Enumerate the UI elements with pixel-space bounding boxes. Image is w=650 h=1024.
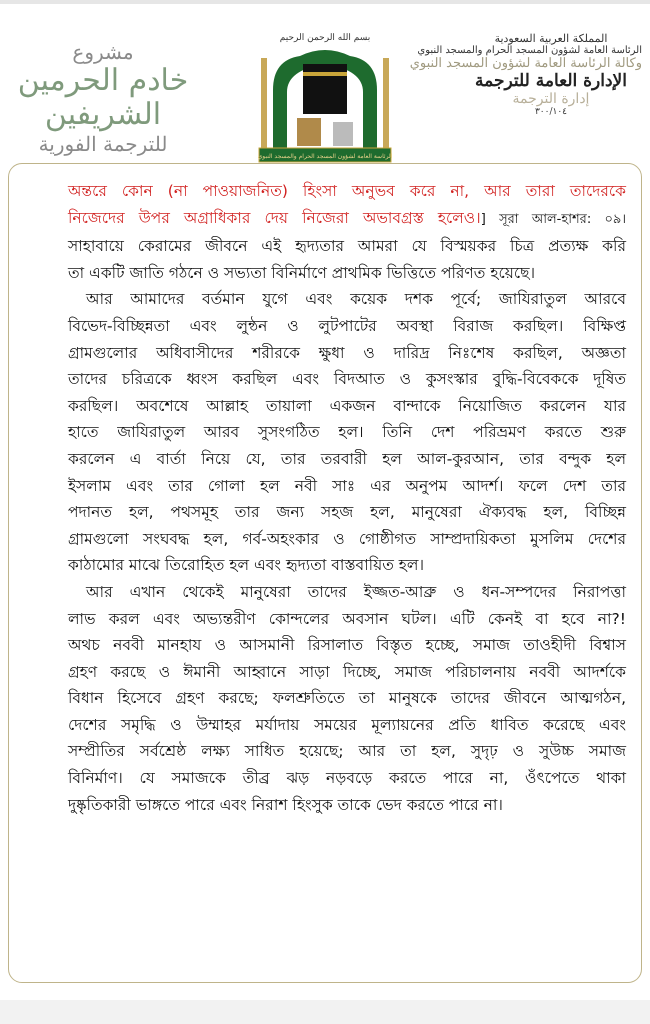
text-line: ইসলাম এবং তার গোলা হল নবী সাঃ এর অনুপম আদর্শ। ফলে দেশ তার: [68, 476, 626, 495]
logo-right-line2: الرئاسة العامة لشؤون المسجد الحرام والمسجد النبوي: [417, 45, 642, 56]
text-line: লাভ করল এবং অভ্যন্তরীণ কোন্দলের অবসান ঘটল। এটি কেনই বা হবে না?!: [68, 609, 626, 628]
bottom-bar: [0, 1000, 650, 1024]
text-line: দেশের সমৃদ্ধি ও উম্মাহর মর্যাদায় সময়ের মূল্যায়নের প্রতি ধাবিত করেছে এবং: [68, 715, 626, 734]
text-line: বিধান হিসেবে গ্রহণ করছে; ফলশ্রুতিতে তা মানুষকে তাদের জীবনে আত্মগঠন,: [68, 689, 626, 708]
text-line: আর এখান থেকেই মানুষেরা তাদের ইজ্জত-আব্রু ও ধন-সম্পদের নিরাপত্তা: [86, 582, 626, 601]
logo-left-line2: خادم الحرمين الشريفين: [17, 63, 189, 132]
text-line: তাদের চরিত্রকে ধ্বংস করছিল এবং বিদআত ও কুসংস্কার বুদ্ধি-বিবেককে দূষিত: [68, 370, 626, 389]
text-line: আর আমাদের বর্তমান যুগে এবং কয়েক দশক পূর্বে; জাযিরাতুল আরবে: [86, 290, 626, 309]
presidency-emblem-logo: [255, 30, 395, 165]
text-line: বিনির্মাণ। যে সমাজকে তীব্র ঝড় নড়বড়ে করতে পারে না, ওঁৎপেতে থাকা: [68, 769, 626, 788]
logo-left-line1: مشروع: [72, 40, 134, 64]
logo-left-line3: للترجمة الفورية: [38, 132, 168, 156]
text-line: করছিল। অবশেষে আল্লাহ তায়ালা একজন বান্দাকে নিয়োজিত করলেন যার: [68, 396, 626, 415]
document-code: ٣٠٠/١٠٤: [534, 107, 568, 117]
document-body: [68, 178, 626, 818]
svg-text:الرئاسة العامة لشؤون المسجد ال: الرئاسة العامة لشؤون المسجد الحرام والمسجد النبوي: [257, 153, 393, 160]
translation-department-logo: [409, 32, 642, 167]
khadim-haramain-translation-logo: [8, 40, 198, 156]
text-line: অথচ নববী মানহায ও আসমানী রিসালাত বিস্তৃত হচ্ছে, সমাজ তাওহীদী বিশ্বাস: [68, 636, 626, 655]
text-line: পদানত হল, পথসমূহ তার জন্য সহজ হল, মানুষেরা ঐক্যবদ্ধ হল, বিচ্ছিন্ন: [68, 503, 626, 522]
kaaba-emblem-icon: [255, 30, 395, 165]
text-line: গ্রামগুলো সংঘবদ্ধ হল, গর্ব-অহংকার ও গোষ্ঠীগত সাম্প্রদায়িকতা মুসলিম দেশের: [68, 529, 626, 548]
text-line: সাহাবায়ে কেরামের জীবনে এই হৃদ্যতার আমরা যে বিস্ময়কর চিত্র প্রত্যক্ষ করি: [68, 237, 626, 256]
logo-right-line3: وكالة الرئاسة العامة لشؤون المسجد النبوي: [409, 56, 642, 71]
text-line: গ্রামগুলোর অধিবাসীদের শরীরকে ক্ষুধা ও দারিদ্র নিঃশেষ করছিল, অজ্ঞতা: [68, 343, 626, 362]
logo-right-line5: إدارة الترجمة: [512, 91, 590, 107]
text-line: কাঠামোর মাঝে তিরোহিত হল এবং হৃদ্যতা বাস্তবায়িত হল।: [68, 556, 424, 575]
text-line: তা একটি জাতি গঠনে ও সভ্যতা বিনির্মাণে প্রাথমিক ভিত্তিতে পরিণত হয়েছে।: [68, 263, 536, 282]
quote-line: নিজেদের উপর অগ্রাধিকার দেয় নিজেরা অভাবগ্রস্ত হলেও।: [68, 208, 481, 227]
logo-right-line4: الإدارة العامة للترجمة: [475, 71, 627, 91]
svg-text:بسم الله الرحمن الرحيم: بسم الله الرحمن الرحيم: [279, 33, 371, 43]
text-line: গ্রহণ করছে ও ঈমানী আহ্বানে সাড়া দিচ্ছে, সমাজ পরিচালনায় নববী আদর্শকে: [68, 662, 626, 681]
quote-reference: ] সূরা আল-হাশর: ০৯।: [480, 211, 626, 227]
top-bar: [0, 0, 650, 4]
page-header: [0, 10, 650, 160]
text-line: হাতে জাযিরাতুল আরব সুসংগঠিত হল। তিনি দেশ পরিভ্রমণ করতে শুরু: [68, 423, 626, 442]
quote-line-with-reference: [68, 205, 626, 234]
text-line: দুষ্কৃতিকারী ভাঙ্গতে পারে এবং নিরাশ হিংসুক তাকে ভেদ করতে পারে না।: [68, 795, 503, 814]
text-line: সম্প্রীতির সর্বশ্রেষ্ঠ লক্ষ্য সাধিত হয়েছে; আর তা হল, সুদৃঢ় ও সুউচ্চ সমাজ: [68, 742, 626, 761]
quote-line: অন্তরে কোন (না পাওয়াজনিত) হিংসা অনুভব করে না, আর তারা তাদেরকে: [68, 182, 626, 200]
text-line: করলেন এ বার্তা নিয়ে যে, তার তরবারী হল আল-কুরআন, তার বন্দুক হল: [68, 449, 626, 468]
logo-right-line1: المملكة العربية السعودية: [494, 32, 608, 45]
text-line: বিভেদ-বিচ্ছিন্নতা এবং লুন্ঠন ও লুটপাটের অবস্থা বিরাজ করছিল। বিক্ষিপ্ত: [68, 316, 626, 335]
